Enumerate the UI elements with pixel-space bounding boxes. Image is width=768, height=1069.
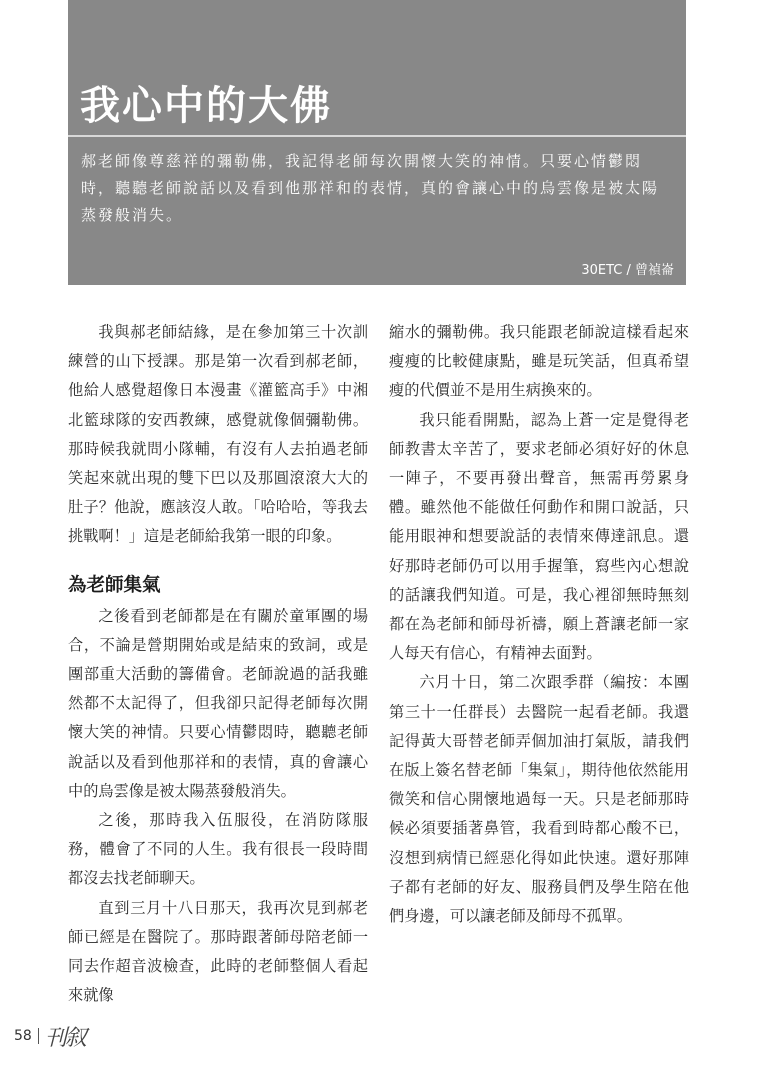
paragraph: 我與郝老師結緣，是在參加第三十次訓練營的山下授課。那是第一次看到郝老師，他給人感覺超像日本漫畫《灌籃高手》中湘北籃球隊的安西教練，感覺就像個彌勒佛。那時候我就問小隊輔，有沒有人去拍過老師笑起來就出現的雙下巴以及那圓滾滾大大的肚子？他說，應該沒人敢。「哈哈哈，等我去挑戰啊！」這是老師給我第一眼的印象。 bbox=[68, 323, 368, 546]
page-footer bbox=[14, 1018, 85, 1054]
right-column bbox=[389, 318, 689, 931]
intro-summary: 郝老師像尊慈祥的彌勒佛，我記得老師每次開懷大笑的神情。只要心情鬱悶時，聽聽老師說話以及看到他那祥和的表情，真的會讓心中的烏雲像是被太陽蒸發般消失。 bbox=[81, 152, 660, 224]
publication-logo: 刊叙 bbox=[44, 1025, 85, 1051]
paragraph-continued: 縮水的彌勒佛。我只能跟老師說這樣看起來瘦瘦的比較健康點，雖是玩笑話，但真希望瘦的代價並不是用生病換來的。 bbox=[389, 323, 689, 400]
page-number: 58 bbox=[14, 1028, 32, 1044]
author-byline: 30ETC / 曾禎崙 bbox=[581, 263, 674, 278]
header-banner bbox=[68, 0, 686, 285]
paragraph: 我只能看開點，認為上蒼一定是覺得老師教書太辛苦了，要求老師必須好好的休息一陣子，不要再發出聲音，無需再勞累身體。雖然他不能做任何動作和開口說話，只能用眼神和想要說話的表情來傳達訊息。還好那時老師仍可以用手握筆，寫些內心想說的話讓我們知道。可是，我心裡卻無時無刻都在為老師和師母祈禱，願上蒼讓老師一家人每天有信心，有精神去面對。 bbox=[389, 410, 689, 663]
page-title: 我心中的大佛 bbox=[80, 82, 332, 129]
footer-divider bbox=[38, 1028, 39, 1044]
left-column bbox=[68, 318, 368, 1010]
paragraph: 直到三月十八日那天，我再次見到郝老師已經是在醫院了。那時跟著師母陪老師一同去作超音波檢查，此時的老師整個人看起來就像 bbox=[68, 898, 368, 1005]
paragraph: 之後看到老師都是在有關於童軍團的場合，不論是營期開始或是結束的致詞，或是團部重大活動的籌備會。老師說過的話我雖然都不太記得了，但我卻只記得老師每次開懷大笑的神情。只要心情鬱悶時，聽聽老師說話以及看到他那祥和的表情，真的會讓心中的烏雲像是被太陽蒸發般消失。 bbox=[68, 606, 368, 800]
paragraph: 六月十日，第二次跟季群（編按：本團第三十一任群長）去醫院一起看老師。我還記得黃大哥替老師弄個加油打氣版，請我們在版上簽名替老師「集氣」，期待他依然能用微笑和信心開懷地過每一天。只是老師那時候必須要插著鼻管，我看到時都心酸不已，沒想到病情已經惡化得如此快速。還好那陣子都有老師的好友、服務員們及學生陪在他們身邊，可以讓老師及師母不孤單。 bbox=[389, 673, 689, 926]
header-divider bbox=[68, 135, 686, 137]
paragraph: 之後，那時我入伍服役，在消防隊服務，體會了不同的人生。我有很長一段時間都沒去找老師聊天。 bbox=[68, 811, 368, 888]
section-heading: 為老師集氣 bbox=[68, 574, 161, 596]
